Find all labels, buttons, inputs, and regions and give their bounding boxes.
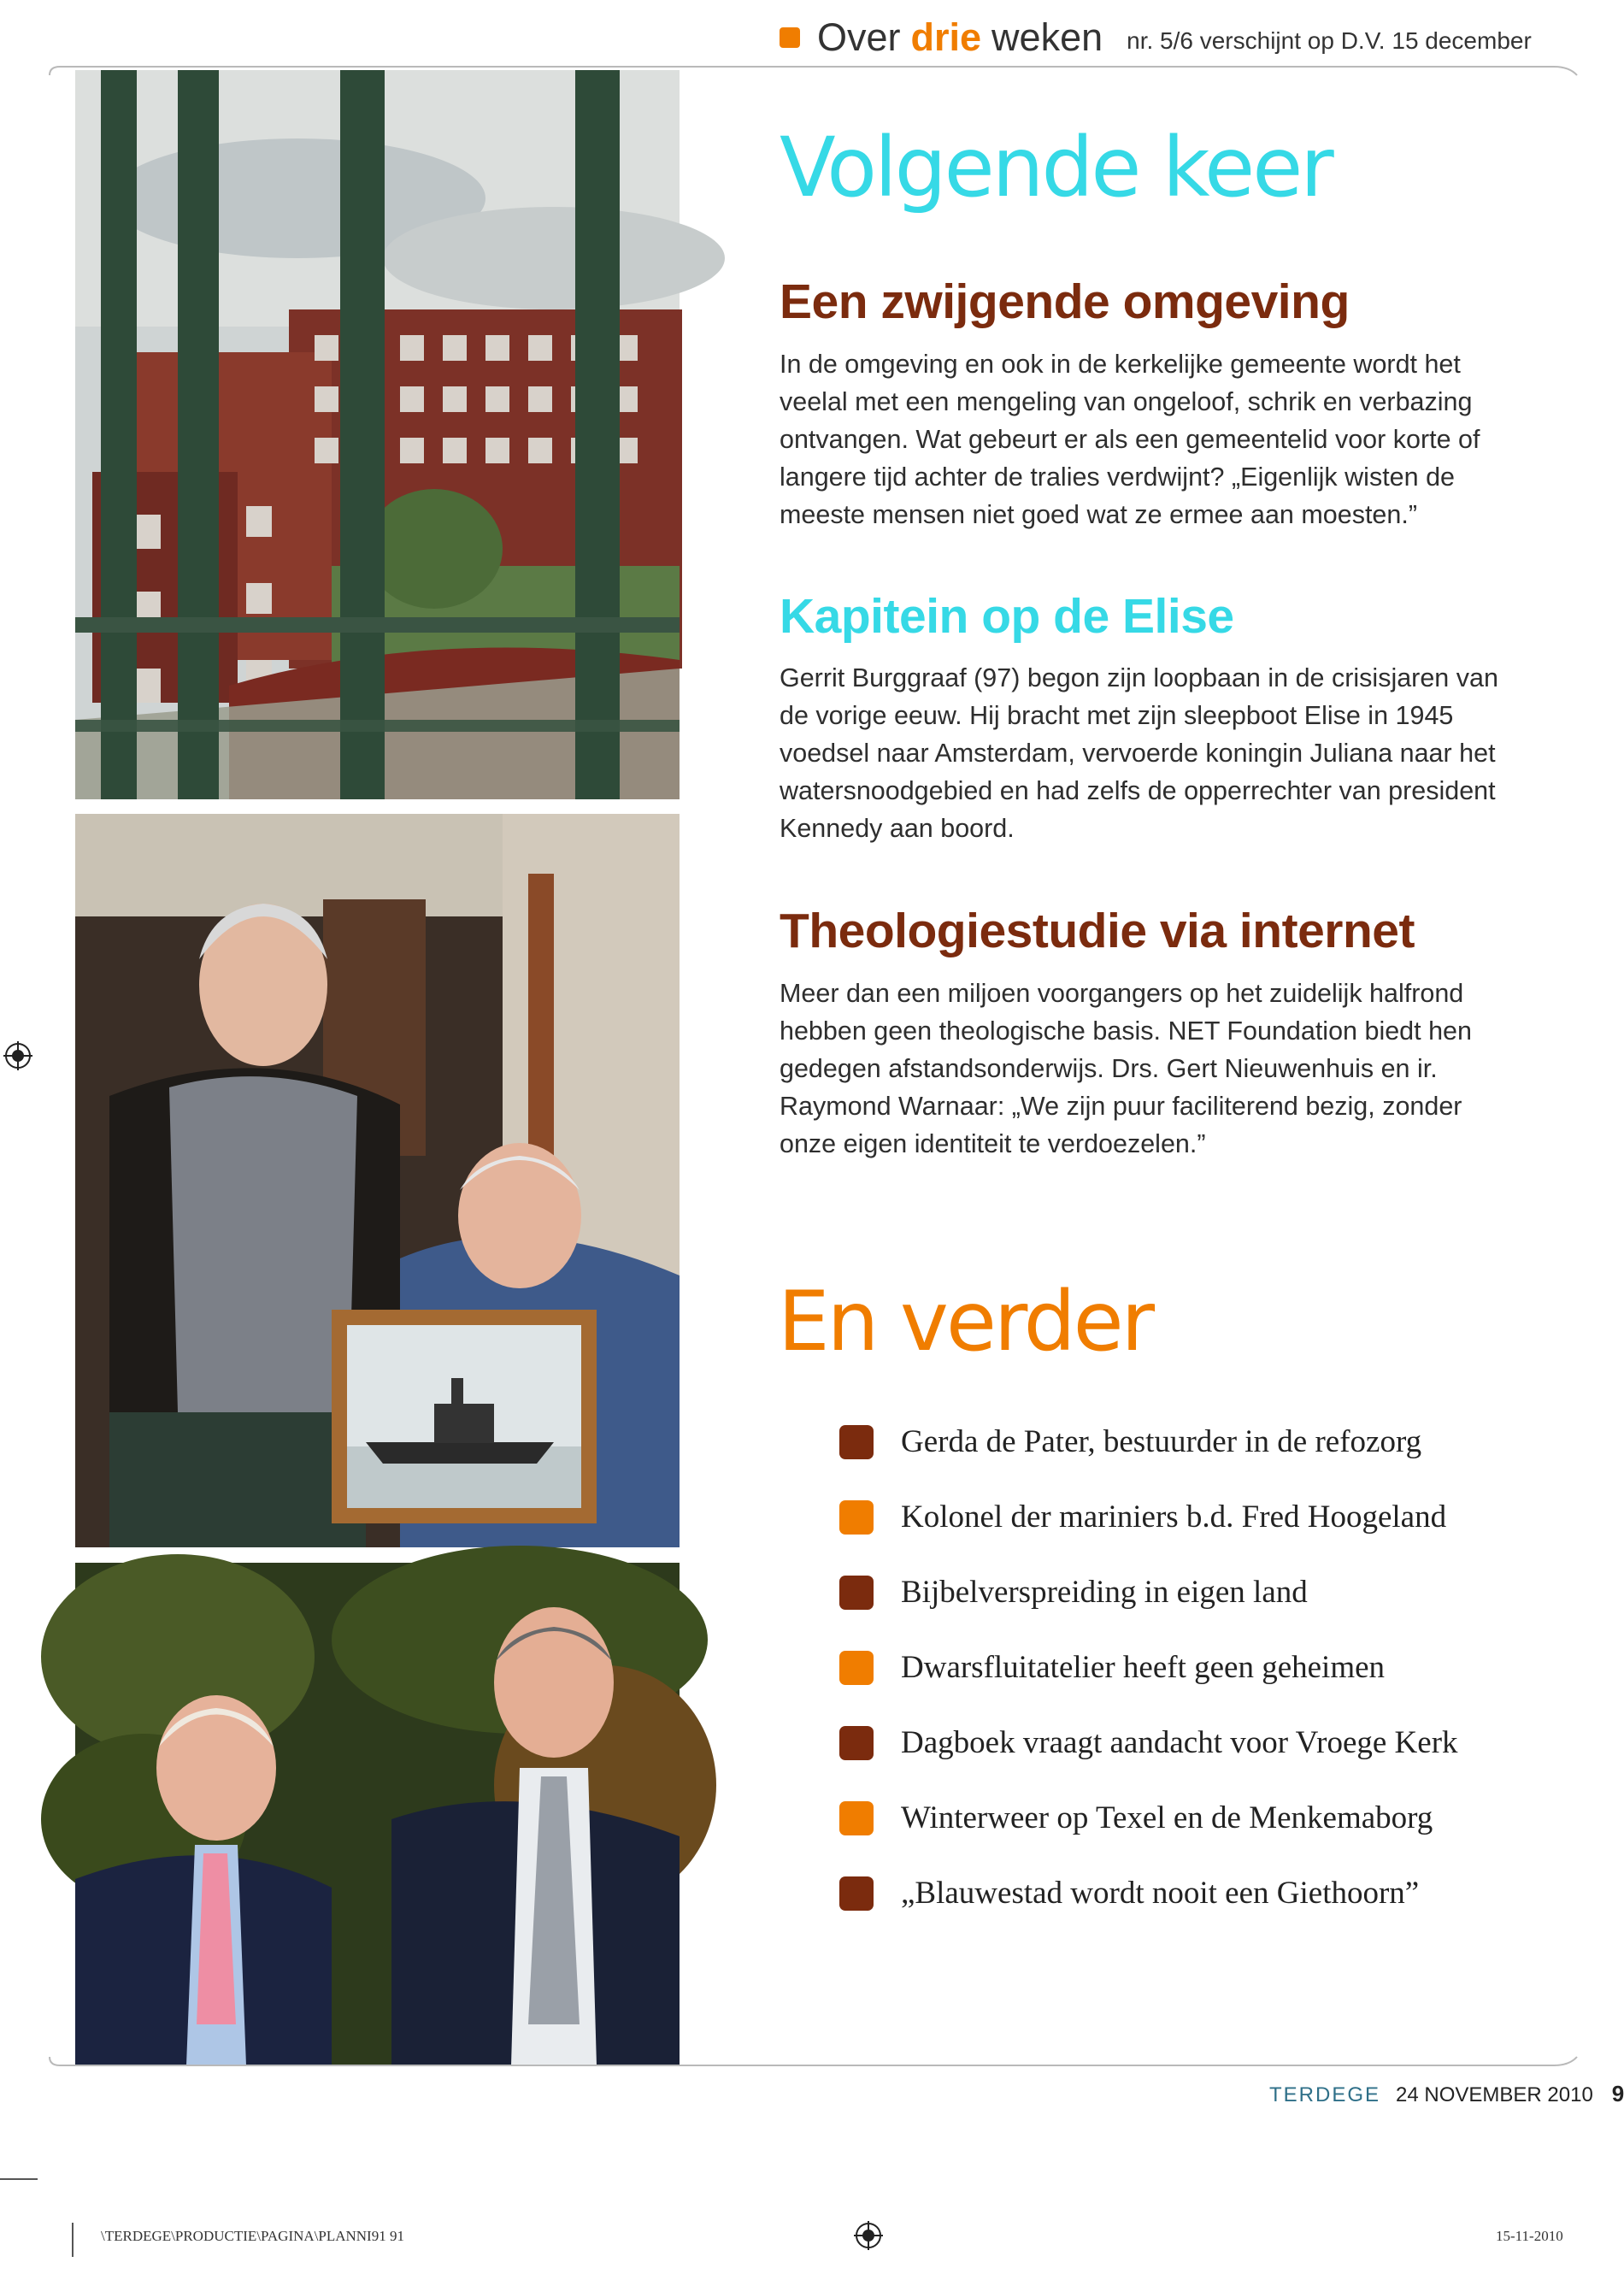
list-item-text: Gerda de Pater, bestuurder in de refozorg [901,1424,1422,1459]
article-2-heading: Kapitein op de Elise [780,589,1234,644]
list-item [839,1574,1308,1611]
brown-bullet-icon [839,1726,874,1760]
article-3-heading: Theologiestudie via internet [780,904,1415,958]
header-word-drie: drie [910,15,982,59]
orange-bullet-icon [839,1500,874,1535]
issue-date: 24 NOVEMBER 2010 [1396,2083,1593,2106]
page-title: Volgende keer [780,120,1332,215]
list-item-text: „Blauwestad wordt nooit een Giethoorn” [901,1876,1420,1911]
registration-mark-icon [3,1041,32,1070]
bottom-rule [50,2055,1577,2067]
print-date: 15-11-2010 [1496,2228,1563,2244]
two-men-photo [75,1563,680,2065]
list-item [839,1800,1433,1836]
brown-bullet-icon [839,1876,874,1911]
page-footer [1269,2081,1624,2107]
header-word-weken: weken [991,15,1103,59]
list-item-text: Bijbelverspreiding in eigen land [901,1575,1308,1610]
list-item [839,1724,1458,1761]
list-item-text: Kolonel der mariniers b.d. Fred Hoogeland [901,1499,1447,1535]
crop-mark [0,2178,38,2180]
registration-mark-icon [854,2221,883,2250]
header-word-over: Over [817,15,901,59]
orange-bullet-icon [839,1651,874,1685]
couple-photo [75,814,680,1547]
article-2-body: Gerrit Burggraaf (97) begon zijn loopbaan in de crisisjaren van de vorige eeuw. Hij bracht met zijn sleepboot Elise in 1945 voedsel naar Amsterdam, vervoerde koningin Juliana naar het watersnoodgebied en had zelfs de opperrechter van president Kennedy aan boord. [780,663,1498,843]
list-item-text: Winterweer op Texel en de Menkemaborg [901,1800,1433,1835]
orange-bullet-icon [839,1801,874,1835]
list-item-text: Dwarsfluitatelier heeft geen geheimen [901,1650,1386,1685]
crop-mark [72,2223,74,2257]
prison-photo [75,70,680,799]
brown-bullet-icon [839,1576,874,1610]
issue-note: nr. 5/6 verschijnt op D.V. 15 december [1127,27,1532,54]
list-item [839,1499,1446,1535]
print-path: \TERDEGE\PRODUCTIE\PAGINA\PLANNI91 91 [101,2228,404,2244]
magazine-name: TERDEGE [1269,2083,1381,2106]
article-1-heading: Een zwijgende omgeving [780,274,1350,329]
orange-square-icon [780,27,800,48]
list-item [839,1875,1419,1912]
list-item [839,1423,1421,1460]
page-number: 9 [1611,2081,1624,2106]
more-title: En verder [778,1274,1153,1370]
list-item-text: Dagboek vraagt aandacht voor Vroege Kerk [901,1725,1458,1760]
issue-header [780,12,1532,63]
brown-bullet-icon [839,1425,874,1459]
article-3-body: Meer dan een miljoen voorgangers op het zuidelijk halfrond hebben geen theologische basis. NET Foundation biedt hen gedegen afstandsonderwijs. Drs. Gert Nieuwenhuis en ir. Raymond Warnaar: „We zijn puur faciliterend bezig, zonder onze eigen identiteit te verdoezelen.” [780,979,1472,1158]
list-item [839,1649,1385,1686]
article-1-body: In de omgeving en ook in de kerkelijke gemeente wordt het veelal met een mengeling van ongeloof, schrik en verbazing ontvangen. Wat gebeurt er als een gemeentelid voor korte of langere tijd achter de tralies verdwijnt? „Eigenlijk wisten de meeste mensen niet goed wat ze ermee aan moesten.” [780,350,1480,529]
